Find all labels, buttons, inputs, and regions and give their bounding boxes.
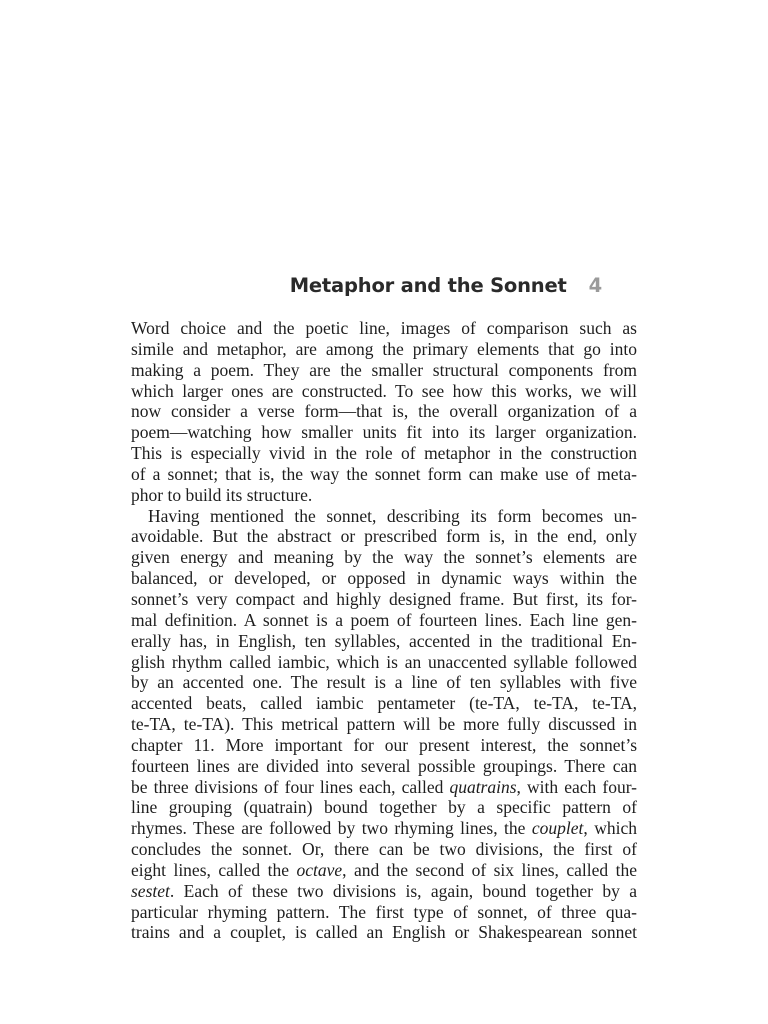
text-run: line grouping (quatrain) bound together by a specific pattern of: [131, 797, 637, 818]
text-run: fourteen lines are divided into several possible groupings. There can: [131, 755, 637, 776]
body-text: [131, 318, 637, 943]
text-line: [131, 422, 637, 443]
chapter-number: 4: [588, 274, 602, 297]
paragraph: [131, 318, 637, 506]
text-run: phor to build its structure.: [131, 484, 313, 505]
text-line: [131, 318, 637, 339]
text-line: [131, 735, 637, 756]
text-run: trains and a couplet, is called an English or Shakespearean sonnet: [131, 922, 637, 943]
text-run: glish rhythm called iambic, which is an unaccented syllable followed: [131, 651, 637, 672]
text-run: be three divisions of four lines each, called: [131, 776, 450, 797]
text-line: [131, 818, 637, 839]
text-run: chapter: [131, 734, 194, 755]
chapter-title: Metaphor and the Sonnet: [289, 274, 567, 297]
text-line: [131, 526, 637, 547]
text-line: [131, 485, 637, 506]
text-run: simile and metaphor, are among the primary elements that go into: [131, 338, 637, 359]
text-run: making a poem. They are the smaller structural components from: [131, 359, 637, 380]
text-run: poem—watching how smaller units fit into its larger organization.: [131, 422, 637, 443]
text-run: now consider a verse form—that is, the overall organization of a: [131, 401, 637, 422]
text-line: [131, 589, 637, 610]
text-run: 11: [193, 734, 211, 755]
text-line: [131, 881, 637, 902]
text-run: te-TA, te-TA). This metrical pattern will be more fully discussed in: [131, 714, 637, 735]
text-run: of a sonnet; that is, the way the sonnet form can make use of meta-: [131, 463, 637, 484]
text-line: [131, 860, 637, 881]
text-line: [131, 506, 637, 527]
text-run: avoidable. But the abstract or prescribed form is, in the end, only: [131, 526, 637, 547]
text-line: [131, 714, 637, 735]
text-run: sonnet’s very compact and highly designed frame. But first, its for-: [131, 588, 637, 609]
text-line: [131, 401, 637, 422]
text-run: , and the second of six lines, called the: [342, 859, 638, 880]
text-run: erally has, in English, ten syllables, accented in the traditional En-: [131, 630, 637, 651]
italic-term: octave: [296, 859, 343, 880]
italic-term: sestet: [131, 880, 170, 901]
text-line: [131, 672, 637, 693]
text-line: [131, 902, 637, 923]
text-run: accented beats, called iambic pentameter (te-TA, te-TA, te-TA,: [131, 693, 637, 714]
text-run: , with each four-: [516, 776, 637, 797]
text-run: rhymes. These are followed by two rhyming lines, the: [131, 818, 532, 839]
text-line: [131, 797, 637, 818]
text-run: Having mentioned the sonnet, describing its form becomes un-: [148, 505, 637, 526]
text-line: [131, 547, 637, 568]
text-line: [131, 381, 637, 402]
text-line: [131, 339, 637, 360]
text-run: which larger ones are constructed. To see how this works, we will: [131, 380, 637, 401]
text-run: Word choice and the poetic line, images of comparison such as: [131, 318, 637, 338]
text-run: . Each of these two divisions is, again, bound together by a: [169, 880, 637, 901]
text-run: by an accented one. The result is a line of ten syllables with five: [131, 672, 637, 693]
text-line: [131, 568, 637, 589]
italic-term: couplet: [531, 818, 584, 839]
text-line: [131, 756, 637, 777]
text-run: concludes the sonnet. Or, there can be two divisions, the first of: [131, 839, 637, 860]
text-run: , which: [583, 818, 637, 839]
text-run: This is especially vivid in the role of metaphor in the construction: [131, 443, 637, 464]
text-line: [131, 839, 637, 860]
text-run: mal definition. A sonnet is a poem of fourteen lines. Each line gen-: [131, 609, 637, 630]
text-line: [131, 693, 637, 714]
text-run: . More important for our present interest, the sonnet’s: [210, 734, 637, 755]
text-line: [131, 777, 637, 798]
text-line: [131, 610, 637, 631]
text-line: [131, 360, 637, 381]
text-run: eight lines, called the: [131, 859, 297, 880]
text-run: balanced, or developed, or opposed in dynamic ways within the: [131, 568, 637, 589]
text-line: [131, 922, 637, 943]
text-line: [131, 464, 637, 485]
paragraph: [131, 506, 637, 944]
text-line: [131, 631, 637, 652]
text-line: [131, 652, 637, 673]
chapter-heading: [0, 274, 602, 297]
text-run: given energy and meaning by the way the sonnet’s elements are: [131, 547, 637, 568]
text-run: particular rhyming pattern. The first type of sonnet, of three qua-: [131, 901, 637, 922]
italic-term: quatrains: [449, 776, 517, 797]
text-line: [131, 443, 637, 464]
